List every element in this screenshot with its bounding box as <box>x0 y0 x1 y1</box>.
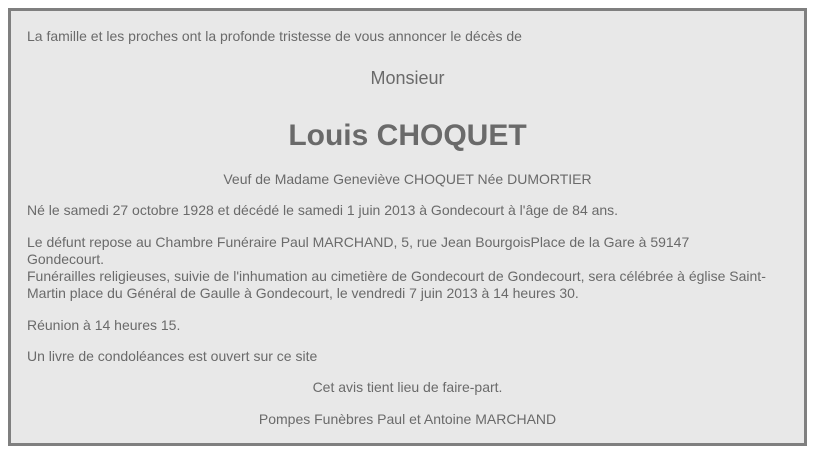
rest-place-text: Le défunt repose au Chambre Funéraire Paul MARCHAND, 5, rue Jean BourgoisPlace de la Gare à 59147 Gondecourt. <box>27 234 690 267</box>
reunion-line: Réunion à 14 heures 15. <box>27 317 181 333</box>
funeral-details <box>27 234 767 302</box>
birth-death-line: Né le samedi 27 octobre 1928 et décédé le samedi 1 juin 2013 à Gondecourt à l'âge de 84 ans. <box>27 202 619 218</box>
notice-honorific: Monsieur <box>370 68 445 88</box>
avis-line: Cet avis tient lieu de faire-part. <box>312 379 503 395</box>
deceased-name: Louis CHOQUET <box>288 119 527 152</box>
spouse-line: Veuf de Madame Geneviève CHOQUET Née DUMORTIER <box>223 171 592 187</box>
notice-intro: La famille et les proches ont la profonde tristesse de vous annoncer le décès de <box>27 28 522 44</box>
death-notice-card <box>8 8 807 446</box>
condolences-line: Un livre de condoléances est ouvert sur ce site <box>27 348 318 364</box>
funeral-home-signature: Pompes Funèbres Paul et Antoine MARCHAND <box>258 411 557 427</box>
funeral-service-text: Funérailles religieuses, suivie de l'inhumation au cimetière de Gondecourt de Gondecourt, sera célébrée à église Saint-Martin place du Général de Gaulle à Gondecourt, le vendredi 7 juin 2013 à 14 heures 30. <box>27 268 766 301</box>
